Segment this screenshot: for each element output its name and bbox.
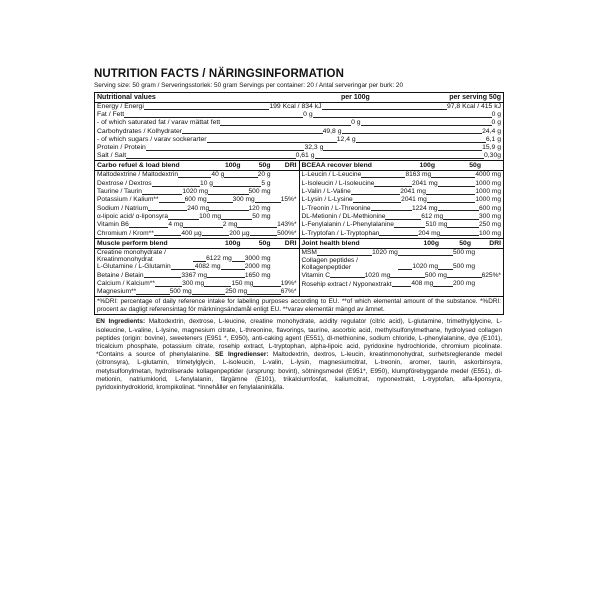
joint-row-50: 500 mg: [453, 248, 475, 256]
carbo-row-100: 1020 mg: [182, 188, 209, 196]
leader-dots: [207, 142, 337, 143]
nutrition-row-perserving: 97,8 Kcal / 415 kJ: [446, 103, 502, 110]
bceaa-row-label: L-Treonin / L-Threonine: [301, 204, 371, 212]
nutrition-row-per100: 199 Kcal / 834 kJ: [269, 103, 322, 110]
leader-dots: [159, 202, 185, 203]
leader-dots: [374, 186, 412, 187]
bceaa-row-100: 510 mg: [425, 221, 448, 229]
leader-dots: [183, 227, 223, 228]
carbo-row-100: 240 mg: [187, 204, 210, 212]
muscle-row-50: 1650 mg: [244, 271, 271, 279]
leader-dots: [253, 286, 280, 287]
leader-dots: [168, 219, 199, 220]
leader-dots: [193, 261, 206, 262]
joint-hdri: DRI: [489, 239, 501, 247]
nutrition-row-per100: 0 g: [351, 119, 361, 127]
muscle-row: [97, 280, 297, 288]
bceaa-row: [302, 196, 502, 204]
leader-dots: [427, 202, 475, 203]
bceaa-row-100: 2041 mg: [400, 188, 426, 196]
nutrition-header-perserving: per serving 50g: [449, 94, 501, 101]
bceaa-row-label: L-Tryptofan / L-Tryptophan: [301, 229, 380, 237]
joint-row: [302, 280, 502, 288]
bceaa-row: [302, 221, 502, 229]
joint-row: [302, 249, 502, 257]
leader-dots: [237, 227, 277, 228]
carbo-row-label: Maltodextrine / Maltodextrin: [97, 171, 178, 179]
nutrition-row-perserving: 6,1 g: [485, 135, 502, 143]
muscle-row-50: 2000 mg: [244, 263, 271, 271]
label-title: NUTRITION FACTS / NÄRINGSINFORMATION: [94, 68, 344, 80]
carbo-row-50: 50 mg: [252, 212, 271, 220]
joint-row-50: 200 mg: [453, 279, 475, 287]
muscle-row-label: Creatine monohydrate / Kreatinmonohydrat: [97, 248, 166, 263]
leader-dots: [438, 269, 453, 270]
nutrition-header: [95, 93, 503, 103]
leader-dots: [342, 133, 483, 134]
leader-dots: [124, 117, 303, 118]
nutrition-row-label: - of which sugars / varav sockerarter: [97, 135, 207, 143]
leader-dots: [447, 227, 479, 228]
muscle-row-label: L-Glutamine / L-Glutamin: [97, 263, 171, 271]
bceaa-row-100: 8163 mg: [405, 171, 432, 179]
bceaa-row-100: 612 mg: [421, 212, 444, 220]
leader-dots: [182, 133, 323, 134]
bceaa-row-label: L-Fenylalanin / L-Phenylalanine: [301, 221, 394, 229]
carbo-row-label: Vitamin B6: [97, 221, 129, 229]
joint-blend-header: [300, 239, 504, 249]
leader-dots: [221, 219, 252, 220]
muscle-blend-name: Muscle perform blend: [97, 239, 168, 247]
muscle-row-label: Betaine / Betain: [97, 271, 144, 279]
joint-row-50: 500 mg: [424, 271, 447, 279]
bceaa-row: [302, 205, 502, 213]
carbo-row-100: 100 mg: [199, 212, 222, 220]
leader-dots: [390, 277, 425, 278]
leader-dots: [385, 219, 421, 220]
carbo-row-50: 120 mg: [248, 204, 271, 212]
joint-rows: [300, 249, 504, 288]
bceaa-row-50: 250 mg: [479, 221, 501, 229]
carbo-row: [97, 205, 297, 213]
leader-dots: [371, 210, 412, 211]
carbo-blend: [95, 161, 300, 237]
nutrition-row: [97, 136, 501, 144]
leader-dots: [426, 194, 475, 195]
muscle-blend-header: [95, 239, 299, 249]
muscle-row: [97, 288, 297, 296]
muscle-row-100: 3367 mg: [181, 271, 208, 279]
bceaa-row-50: 600 mg: [479, 204, 502, 212]
carbo-row-label: Dextrose / Dextros: [97, 179, 152, 187]
bceaa-row-100: 2041 mg: [412, 179, 438, 187]
carbo-row-100: 40 g: [211, 171, 225, 179]
bceaa-row-50: 4000 mg: [475, 171, 501, 179]
bceaa-blend-header: [300, 161, 504, 171]
nutrition-row-perserving: 0 g: [491, 119, 501, 127]
nutrition-row: [97, 144, 501, 152]
bceaa-row-50: 100 mg: [479, 229, 502, 237]
nutrition-row-label: Energy / Energi: [97, 103, 144, 110]
carbo-row-100: 10 g: [200, 179, 213, 187]
leader-dots: [322, 109, 447, 110]
muscle-row-label: Magnesium**: [97, 288, 137, 296]
nutrition-row-label: Protein / Protein: [97, 144, 146, 152]
leader-dots: [154, 235, 182, 236]
bceaa-h100: 100g: [419, 162, 435, 170]
leader-dots: [142, 194, 182, 195]
leader-dots: [144, 277, 182, 278]
carbo-row-dri: 143%*: [277, 221, 297, 229]
joint-row-50: 500 mg: [453, 263, 476, 271]
carbo-rows: [95, 171, 299, 237]
leader-dots: [208, 194, 248, 195]
leader-dots: [207, 277, 245, 278]
bceaa-row-label: L-Leucin / L-Leucine: [301, 171, 362, 179]
joint-h100: 100g: [423, 239, 439, 247]
joint-row-100: 408 mg: [411, 279, 434, 287]
leader-dots: [221, 269, 245, 270]
bceaa-hdri: [481, 161, 501, 170]
leader-dots: [315, 158, 485, 159]
joint-row-label: Collagen peptides / Kollagenpeptider: [301, 257, 358, 272]
leader-dots: [202, 235, 230, 236]
leader-dots: [330, 277, 365, 278]
carbo-row-100: 400 µg: [181, 229, 202, 237]
leader-dots: [136, 294, 170, 295]
leader-dots: [152, 186, 200, 187]
nutrition-row-perserving: 15,9 g: [482, 144, 501, 152]
leader-dots: [356, 142, 486, 143]
carbo-row-label: α-lipoic acid/ α-liponsyra: [97, 212, 169, 220]
serving-info: Serving size: 50 gram / Serveringsstorlek: 50 gram Servings per container: 20 / Antal serveringar per burk: 20: [94, 82, 404, 89]
muscle-row-100: 6122 mg: [206, 254, 232, 262]
leader-dots: [351, 194, 400, 195]
joint-row-label: MSM: [301, 248, 317, 256]
nutrition-row-per100: 0 g: [303, 111, 313, 119]
bceaa-h50: 50g: [469, 162, 481, 170]
nutrition-row-label: Fat / Fett: [97, 111, 125, 119]
nutrition-rows: [95, 103, 503, 160]
nutrition-header-label: Nutritional values: [97, 94, 156, 101]
nutrition-row: [97, 152, 501, 160]
carbo-blend-name: Carbo refuel & load blend: [97, 162, 180, 170]
muscle-rows: [95, 249, 299, 297]
carbo-row-50: 500 mg: [248, 188, 271, 196]
bceaa-blend: [300, 161, 504, 237]
carbo-h50: 50g: [258, 162, 271, 170]
bceaa-row: [302, 171, 502, 179]
leader-dots: [443, 219, 479, 220]
leader-dots: [313, 117, 492, 118]
nutrition-row: [97, 103, 501, 111]
leader-dots: [250, 235, 278, 236]
leader-dots: [129, 227, 169, 228]
nutrition-row-perserving: 0,30g: [484, 152, 502, 160]
carbo-row-dri: 15%*: [280, 196, 297, 204]
leader-dots: [155, 286, 182, 287]
joint-row-100: 1020 mg: [372, 248, 398, 256]
leader-dots: [433, 286, 453, 287]
bceaa-row: [302, 180, 502, 188]
ingredients: [94, 315, 504, 394]
leader-dots: [379, 235, 418, 236]
leader-dots: [438, 186, 476, 187]
muscle-row-label: Calcium / Kalcium**: [97, 279, 155, 287]
joint-row-100: 1020 mg: [412, 263, 439, 271]
leader-dots: [353, 202, 401, 203]
leader-dots: [213, 186, 261, 187]
carbo-row-50: 2 mg: [222, 221, 238, 229]
leader-dots: [224, 177, 257, 178]
leader-dots: [247, 294, 281, 295]
muscle-h100: 100g: [225, 239, 241, 247]
nutrition-row: [97, 119, 501, 127]
leader-dots: [398, 255, 453, 256]
leader-dots: [447, 277, 482, 278]
carbo-row-label: Potassium / Kalium**: [97, 196, 159, 204]
leader-dots: [126, 158, 296, 159]
leader-dots: [361, 125, 492, 126]
leader-dots: [440, 235, 479, 236]
joint-h50: 50g: [459, 239, 471, 247]
muscle-row-dri: 19%*: [280, 279, 297, 287]
muscle-row-50: 3000 mg: [244, 254, 271, 262]
joint-blend: [300, 239, 504, 297]
bceaa-row-100: 2041 mg: [401, 196, 427, 204]
nutrition-row-per100: 49,8 g: [322, 127, 342, 135]
leader-dots: [178, 177, 211, 178]
nutrition-row-per100: 0,61 g: [295, 152, 315, 160]
muscle-blend: [95, 239, 300, 297]
nutrition-row-label: Salt / Salt: [97, 152, 127, 160]
nutrition-row-per100: 12,4 g: [336, 135, 356, 143]
carbo-row-dri: 500%*: [277, 229, 297, 237]
bceaa-row-label: DL-Metionin / DL-Methionine: [301, 212, 386, 220]
leader-dots: [148, 210, 187, 211]
muscle-row-dri: 67%*: [280, 288, 297, 296]
leader-dots: [398, 269, 413, 270]
leader-dots: [317, 255, 372, 256]
leader-dots: [207, 202, 233, 203]
carbo-row-label: Taurine / Taurin: [97, 188, 142, 196]
carbo-hdri: DRI: [284, 162, 297, 170]
leader-dots: [144, 109, 269, 110]
ingredients-se-text: Maltodextrin, dextros, L-leucin, kreatinmonohydrat, surhetsreglerande medel (citronsyra), L-glutamin, trimetylglycin, L-isoleucin, L-valin, L-lysin, magnesiumcitrat, L-treonin, aromer, taurin, askorbinsyra, metylsulfonylmetan, hydroliserade kollagenpeptider (ursprung: bovint), sötningsmedel (E951*, E950), klumpförebyggande medel (E551), dl-metionin, natriumklorid, L-fenylalanin, färgämne (E101), trikalciumfosfat, kaliumcitrat, nyponextrakt, L-tryptofan, alfa-liponsyra, pyridoxinhydroklorid, krompikolinat. *Innehåller en fenylalaninkälla.: [96, 351, 502, 392]
nutrition-label: [94, 68, 504, 394]
muscle-row: [97, 272, 297, 280]
bceaa-row-label: L-Valin / L-Valine: [301, 188, 351, 196]
blend-row-1: [95, 160, 503, 237]
leader-dots: [323, 150, 482, 151]
bceaa-row: [302, 188, 502, 196]
muscle-h50: 50g: [258, 239, 271, 247]
leader-dots: [232, 261, 245, 262]
joint-row-label: Rosehip extract / Nyponextrakt: [301, 280, 392, 288]
bceaa-row-50: 1000 mg: [475, 196, 501, 204]
leader-dots: [171, 269, 195, 270]
ingredients-en-text: Maltodextrin, dextrose, L-leucine, creatine monohydrate, acidity regulator (citric acid), L-glutamine, trimethylglycine, L-isoleucine, L-valine, L-lysine, magnesium citrate, L-threonine, flavorings, taurine, ascorbic acid, methylsulfonylmethane, hydrolysed collagen peptides (origin: bovine), sweeteners (E951 *, E950), anti-caking agent (E551), dl-methionine, sodium chloride, L-phenylalanine, dye (E101), tricalcium phosphate, potassium citrate, rosehip extract, L-tryptophan, alpha-lipoic acid, pyridoxine hydrochloride, chromium picolinate. *Contains a source of phenylalanine.: [96, 318, 502, 359]
carbo-row-50: 300 mg: [232, 196, 255, 204]
muscle-row: [97, 249, 297, 263]
bceaa-row-50: 300 mg: [479, 212, 501, 220]
leader-dots: [192, 294, 226, 295]
leader-dots: [431, 177, 475, 178]
nutrition-header-per100: per 100g: [341, 94, 370, 101]
nutrition-row-per100: 32,3 g: [304, 144, 324, 152]
carbo-row: [97, 188, 297, 196]
carbo-row-label: Chromium / Krom**: [97, 229, 154, 237]
dri-footnote: *%DRI: percentage of daily reference intake for labeling purposes according to EU. **of which elemental amount of the substance. *%DRI: procent av dagligt referensintag för märkningsändamål enligt EU. **varav elementär mängd av ämnet.: [97, 298, 501, 314]
nutrition-row-label: Carbohydrates / Kolhydrater: [97, 127, 183, 135]
joint-blend-name: Joint health blend: [301, 239, 360, 247]
muscle-row-100: 300 mg: [182, 279, 205, 287]
muscle-hdri: DRI: [284, 239, 297, 247]
bceaa-row-100: 1224 mg: [411, 204, 438, 212]
leader-dots: [361, 177, 405, 178]
bceaa-row-label: L-Isoleucin / L-Isoleucine: [301, 179, 375, 187]
joint-row: [302, 257, 502, 271]
carbo-row: [97, 180, 297, 188]
leader-dots: [394, 227, 426, 228]
bceaa-rows: [300, 171, 504, 237]
bceaa-row-label: L-Lysin / L-Lysine: [301, 196, 353, 204]
bceaa-row: [302, 230, 502, 238]
nutrition-row-perserving: 24,4 g: [482, 127, 502, 135]
carbo-row: [97, 213, 297, 221]
ingredients-en-label: EN Ingredients:: [96, 318, 146, 326]
joint-row: [302, 272, 502, 280]
nutrition-row: [97, 128, 501, 136]
joint-row-dri: 625%*: [481, 271, 501, 279]
muscle-row: [97, 263, 297, 271]
bceaa-row-50: 1000 mg: [475, 188, 502, 196]
blend-row-2: [95, 238, 503, 297]
carbo-blend-header: [95, 161, 299, 171]
bceaa-row-100: 204 mg: [418, 229, 441, 237]
muscle-row-100: 4082 mg: [194, 263, 221, 271]
leader-dots: [392, 286, 412, 287]
carbo-row-100: 4 mg: [168, 221, 184, 229]
carbo-row-50: 20 g: [257, 171, 271, 179]
leader-dots: [438, 210, 479, 211]
muscle-row-50: 250 mg: [225, 288, 248, 296]
muscle-row-100: 500 mg: [169, 288, 192, 296]
leader-dots: [146, 150, 305, 151]
bceaa-blend-name: BCEAA recover blend: [301, 162, 372, 170]
carbo-row: [97, 230, 297, 238]
carbo-row: [97, 196, 297, 204]
nutrition-row-perserving: 0 g: [491, 111, 502, 119]
leader-dots: [209, 210, 248, 211]
muscle-row-50: 150 mg: [231, 279, 254, 287]
leader-dots: [204, 286, 231, 287]
carbo-row-100: 600 mg: [184, 196, 207, 204]
facts-box: [94, 92, 504, 315]
carbo-row-50: 5 g: [261, 179, 271, 187]
leader-dots: [255, 202, 281, 203]
carbo-row: [97, 171, 297, 179]
bceaa-row: [302, 213, 502, 221]
carbo-row-50: 200 µg: [229, 229, 250, 237]
ingredients-se-label: SE Ingredienser:: [215, 351, 269, 359]
leader-dots: [220, 125, 351, 126]
carbo-row-label: Sodium / Natrium: [97, 204, 148, 212]
nutrition-row-label: - of which saturated fat / varav mättat fett: [97, 119, 221, 127]
carbo-h100: 100g: [225, 162, 241, 170]
joint-row-label: Vitamin C: [301, 271, 330, 279]
joint-row-100: 1020 mg: [364, 271, 391, 279]
bceaa-row-50: 1000 mg: [475, 179, 501, 187]
nutrition-row: [97, 111, 501, 119]
carbo-row: [97, 221, 297, 229]
